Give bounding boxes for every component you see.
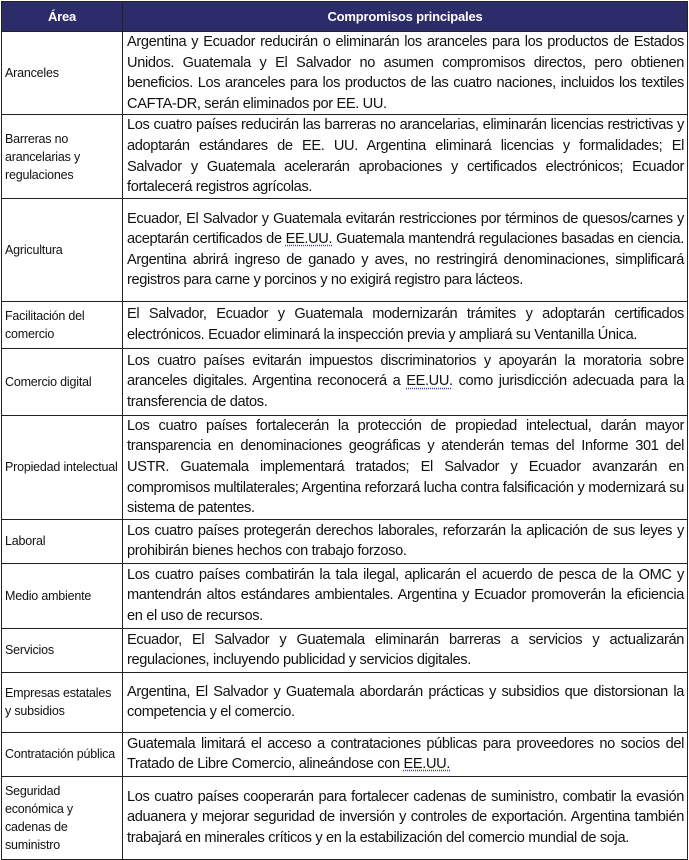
table-row-aranceles	[2, 32, 688, 115]
area-cell: Facilitación del comercio	[2, 301, 123, 348]
commitment-cell: Los cuatro países protegerán derechos laborales, reforzarán la aplicación de sus leyes y prohibirán bienes hechos con trabajo forzoso.	[123, 519, 688, 563]
table-row-medio-ambiente	[2, 563, 688, 628]
commitment-text: como jurisdicción adecuada para la transferencia de datos.	[127, 373, 684, 411]
area-cell: Aranceles	[2, 32, 123, 115]
commitment-cell	[123, 198, 688, 301]
commitment-cell	[123, 732, 688, 776]
table-row-laboral	[2, 519, 688, 563]
area-cell: Empresas estatales y subsidios	[2, 672, 123, 732]
commitment-cell	[123, 348, 688, 415]
area-cell: Comercio digital	[2, 348, 123, 415]
commitment-text: Guatemala mantendrá regulaciones basadas en ciencia. Argentina abrirá ingreso de ganado y aves, no restringirá denominaciones, simplificará registros para carne y porcinos y no exigirá registro para lácteos.	[127, 231, 684, 289]
commitment-text: Guatemala limitará el acceso a contrataciones públicas para proveedores no socios del Tratado de Libre Comercio, alineándose con	[127, 735, 684, 773]
commitment-cell: Los cuatro países combatirán la tala ilegal, aplicarán el acuerdo de pesca de la OMC y mantendrán altos estándares ambientales. Argentina y Ecuador promoverán la eficiencia en el uso de recursos.	[123, 563, 688, 628]
commitment-cell: Ecuador, El Salvador y Guatemala eliminarán barreras a servicios y actualizarán regulaciones, incluyendo publicidad y servicios digitales.	[123, 628, 688, 672]
commitment-cell: Los cuatro países cooperarán para fortalecer cadenas de suministro, combatir la evasión aduanera y mejorar seguridad de inversión y controles de exportación. Argentina también trabajará en minerales críticos y en la estabilización del comercio mundial de soja.	[123, 776, 688, 859]
commitment-cell: Los cuatro países fortalecerán la protección de propiedad intelectual, darán mayor transparencia en denominaciones geográficas y atenderán temas del Informe 301 del USTR. Guatemala implementará tratados; El Salvador y Ecuador avanzarán en compromisos multilaterales; Argentina reforzará lucha contra falsificación y modernizará su sistema de patentes.	[123, 415, 688, 519]
table-row-comercio-digital	[2, 348, 688, 415]
area-cell: Agricultura	[2, 198, 123, 301]
spellcheck-marked-term: EE.UU.	[403, 756, 451, 773]
commitment-cell: Los cuatro países reducirán las barreras no arancelarias, eliminarán licencias restrictivas y adoptarán estándares de EE. UU. Argentina eliminará licencias y formalidades; El Salvador y Guatemala acelerarán aprobaciones y certificados electrónicos; Ecuador fortalecerá registros agrícolas.	[123, 115, 688, 198]
commitments-table	[1, 1, 688, 860]
spellcheck-marked-term: EE.UU.	[285, 231, 333, 248]
table-row-servicios	[2, 628, 688, 672]
table-row-empresas-estatales	[2, 672, 688, 732]
header-row	[2, 2, 688, 32]
table-row-seguridad-economica	[2, 776, 688, 859]
table-row-contratacion-publica	[2, 732, 688, 776]
table-row-facilitacion	[2, 301, 688, 348]
area-cell: Medio ambiente	[2, 563, 123, 628]
commitment-text: Ecuador, El Salvador y Guatemala evitarán restricciones por términos de quesos/carnes y aceptarán certificados de	[127, 210, 684, 248]
area-cell: Servicios	[2, 628, 123, 672]
spellcheck-marked-term: EE.UU.	[406, 373, 453, 390]
commitment-cell: Argentina, El Salvador y Guatemala abordarán prácticas y subsidios que distorsionan la competencia y el comercio.	[123, 672, 688, 732]
area-cell: Barreras no arancelarias y regulaciones	[2, 115, 123, 198]
table-row-propiedad-intelectual	[2, 415, 688, 519]
area-cell: Seguridad económica y cadenas de suministro	[2, 776, 123, 859]
area-cell: Propiedad intelectual	[2, 415, 123, 519]
commitment-cell: El Salvador, Ecuador y Guatemala modernizarán trámites y adoptarán certificados electrónicos. Ecuador eliminará la inspección previa y ampliará su Ventanilla Única.	[123, 301, 688, 348]
area-cell: Laboral	[2, 519, 123, 563]
commitment-cell: Argentina y Ecuador reducirán o eliminarán los aranceles para los productos de Estados Unidos. Guatemala y El Salvador no asumen compromisos directos, pero obtienen beneficios. Los aranceles para los productos de las cuatro naciones, incluidos los textiles CAFTA-DR, serán eliminados por EE. UU.	[123, 32, 688, 115]
header-area: Área	[2, 2, 123, 32]
table-row-barreras	[2, 115, 688, 198]
commitment-text: Los cuatro países evitarán impuestos discriminatorios y apoyarán la moratoria sobre aranceles digitales. Argentina reconocerá a	[127, 352, 684, 390]
table-row-agricultura	[2, 198, 688, 301]
area-cell: Contratación pública	[2, 732, 123, 776]
header-commitments: Compromisos principales	[123, 2, 688, 32]
